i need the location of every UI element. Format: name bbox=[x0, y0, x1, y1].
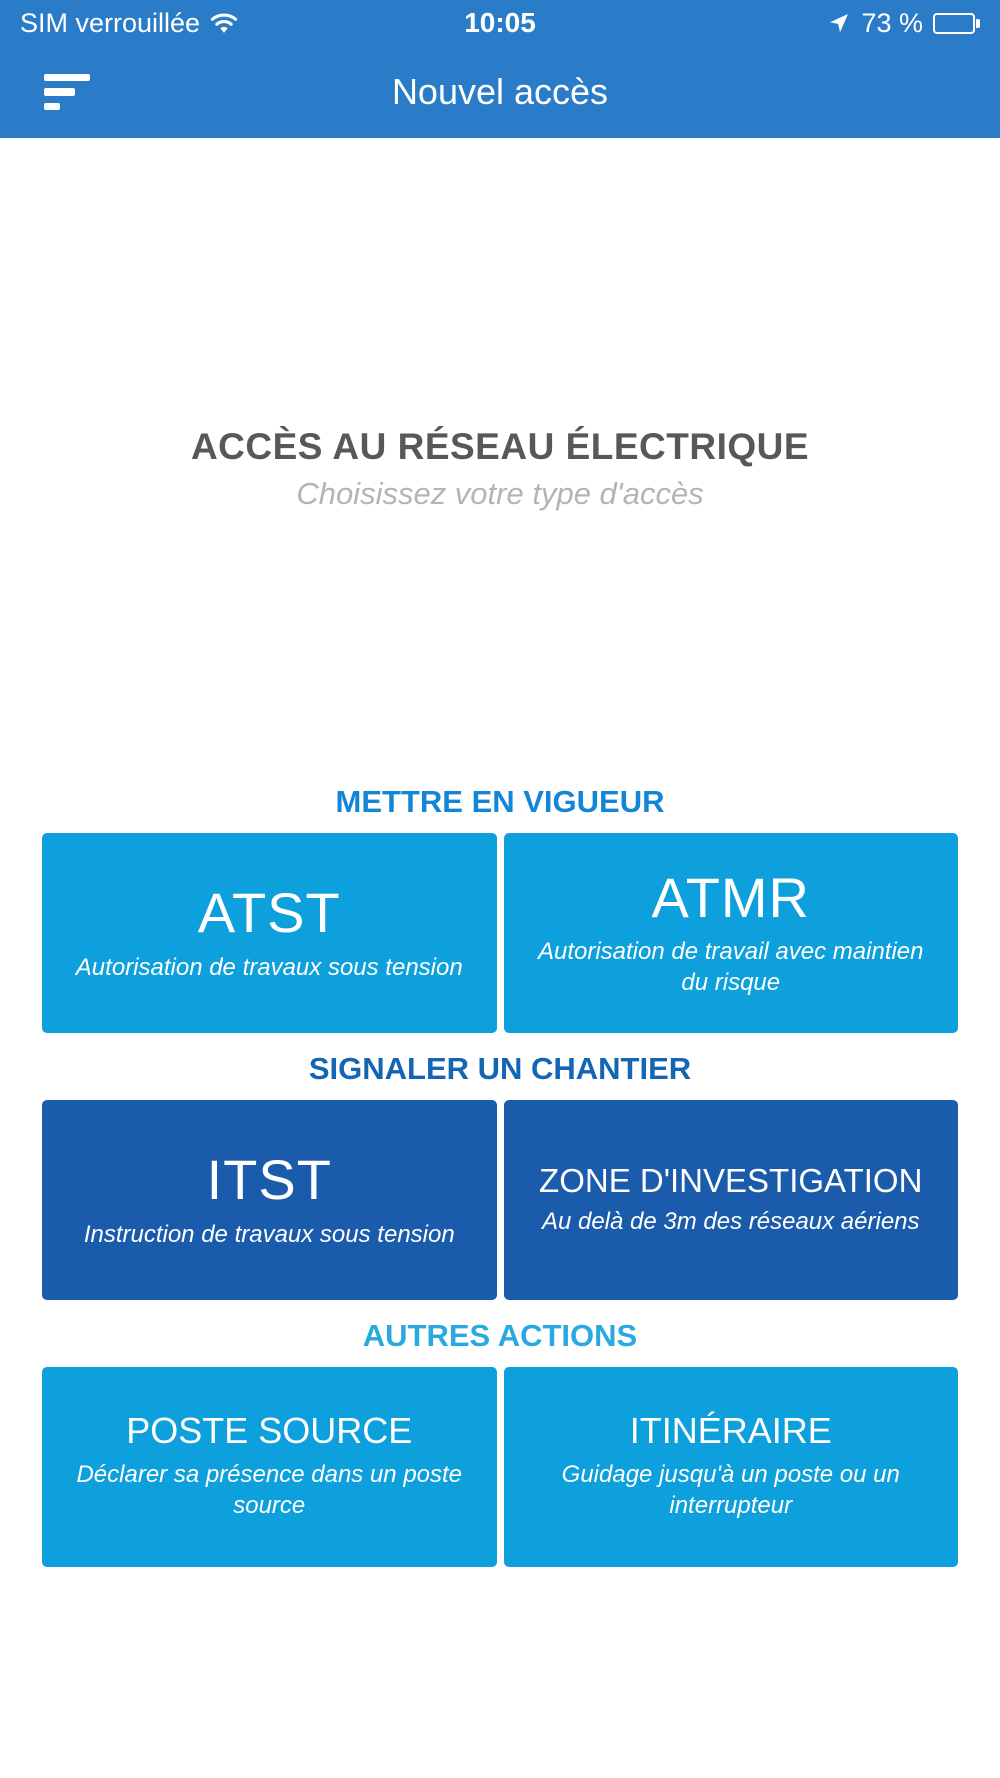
section-header: AUTRES ACTIONS bbox=[362, 1318, 638, 1353]
tile-description: Déclarer sa présence dans un poste source bbox=[76, 1461, 463, 1520]
button-row bbox=[42, 1367, 958, 1567]
poste-source-button[interactable] bbox=[42, 1367, 497, 1567]
itineraire-button[interactable] bbox=[504, 1367, 959, 1567]
app-header bbox=[0, 0, 1000, 138]
clock: 10:05 bbox=[464, 7, 536, 38]
tile-label: ATMR bbox=[651, 865, 810, 929]
button-row bbox=[42, 833, 958, 1033]
tile-description: Autorisation de travaux sous tension bbox=[75, 953, 463, 981]
button-row bbox=[42, 1100, 958, 1300]
screen-title: ACCÈS AU RÉSEAU ÉLECTRIQUE bbox=[190, 426, 810, 467]
battery-icon bbox=[933, 13, 980, 34]
tile-description: Au delà de 3m des réseaux aériens bbox=[541, 1208, 920, 1236]
section-autres-actions bbox=[0, 1318, 1000, 1567]
wifi-icon bbox=[210, 13, 238, 34]
zone-investigation-button[interactable] bbox=[504, 1100, 959, 1300]
tile-label: POSTE SOURCE bbox=[126, 1410, 413, 1452]
screen-subtitle: Choisissez votre type d'accès bbox=[296, 476, 704, 511]
status-right bbox=[827, 8, 980, 39]
tile-label: ZONE D'INVESTIGATION bbox=[539, 1161, 923, 1199]
nav-bar bbox=[0, 46, 1000, 138]
page-title: Nouvel accès bbox=[391, 71, 609, 112]
tile-label: ATST bbox=[197, 881, 341, 945]
status-bar bbox=[0, 0, 1000, 46]
section-signaler-un-chantier bbox=[0, 1051, 1000, 1300]
tile-description: Guidage jusqu'à un poste ou un interrupteur bbox=[561, 1461, 900, 1520]
atmr-button[interactable] bbox=[504, 833, 959, 1033]
main-content bbox=[0, 138, 1000, 1567]
carrier-label: SIM verrouillée bbox=[20, 7, 201, 38]
tile-description: Autorisation de travail avec maintien du risque bbox=[537, 938, 924, 997]
tile-label: ITINÉRAIRE bbox=[629, 1410, 832, 1452]
tile-label: ITST bbox=[206, 1148, 332, 1212]
section-mettre-en-vigueur bbox=[0, 784, 1000, 1033]
atst-button[interactable] bbox=[42, 833, 497, 1033]
menu-button[interactable] bbox=[44, 70, 94, 114]
location-arrow-icon bbox=[827, 11, 851, 35]
menu-icon bbox=[44, 74, 90, 81]
battery-percent: 73 % bbox=[861, 7, 923, 38]
intro-block bbox=[0, 426, 1000, 512]
section-header: METTRE EN VIGUEUR bbox=[335, 784, 665, 819]
itst-button[interactable] bbox=[42, 1100, 497, 1300]
section-header: SIGNALER UN CHANTIER bbox=[308, 1051, 692, 1086]
access-sections bbox=[0, 784, 1000, 1567]
status-left bbox=[20, 8, 238, 39]
tile-description: Instruction de travaux sous tension bbox=[83, 1220, 455, 1248]
